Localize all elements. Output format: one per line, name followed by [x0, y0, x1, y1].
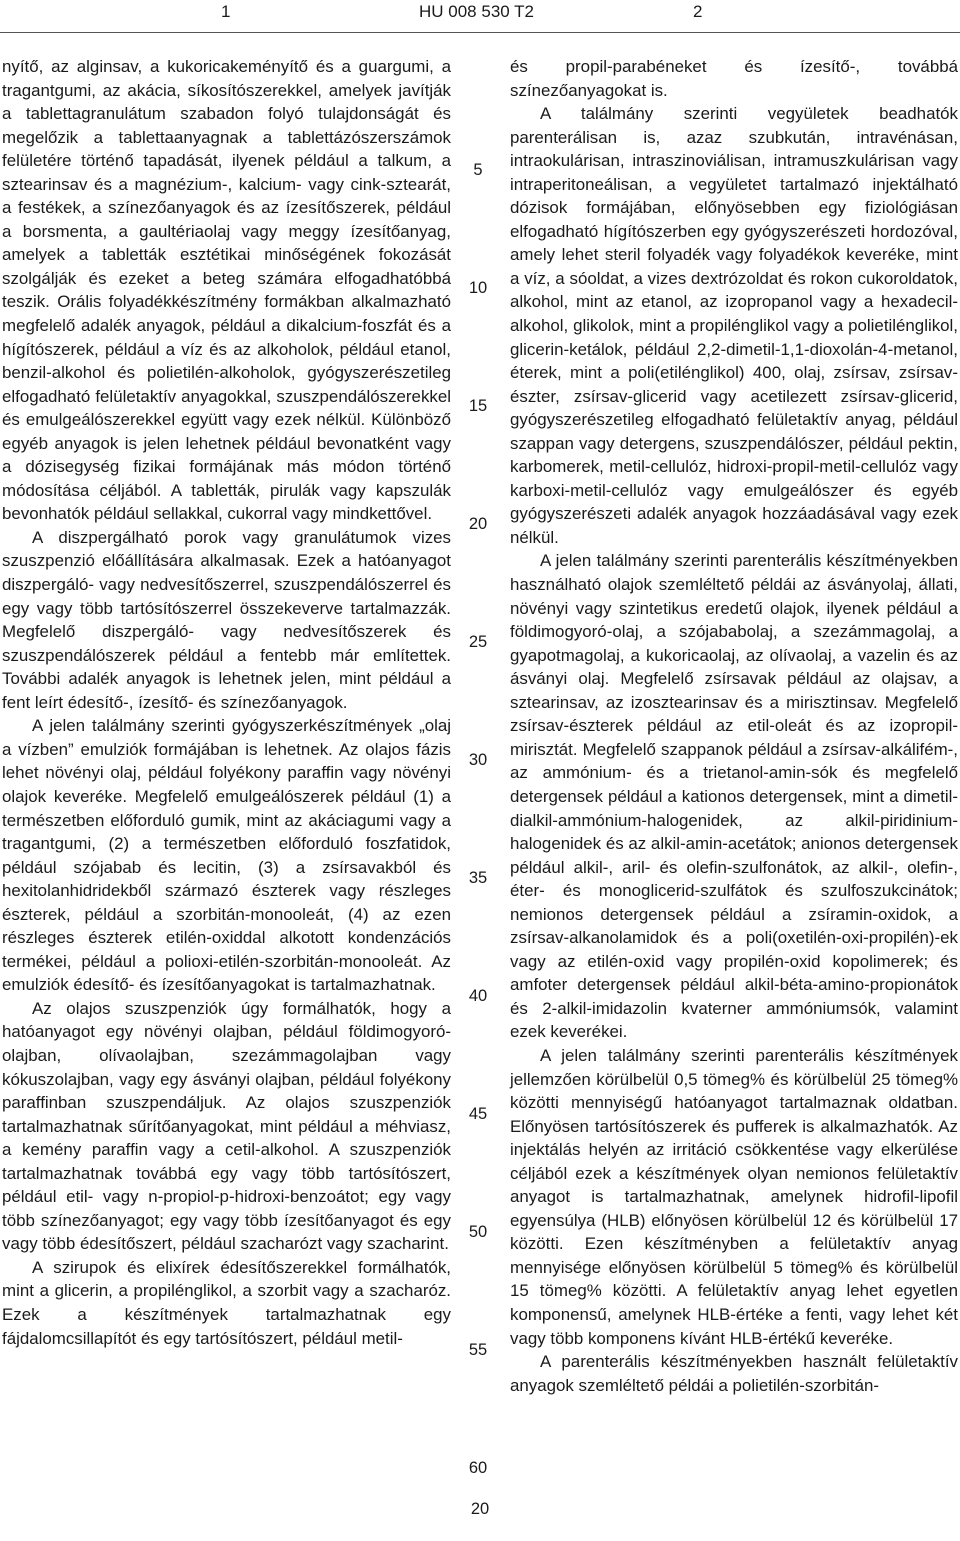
line-number: 10 — [468, 279, 488, 297]
line-number: 35 — [468, 869, 488, 887]
header-rule — [0, 32, 960, 33]
line-number: 5 — [473, 161, 483, 179]
right-text-column — [510, 55, 958, 1397]
line-number: 40 — [468, 987, 488, 1005]
line-number: 15 — [468, 397, 488, 415]
line-number: 20 — [468, 515, 488, 533]
paragraph: és propil-parabéneket és ízesítő-, továbbá színezőanyagokat is. — [510, 57, 958, 100]
page-header — [0, 0, 960, 30]
paragraph: A diszpergálható porok vagy granulátumok vizes szuszpenzió előállítására alkalmasak. Ezek a hatóanyagot diszpergáló- vagy nedvesítőszerrel, szuszpendálószerrel és egy vagy több tartósítószerrel összekeverve tartalmazzák. Megfelelő diszpergáló- vagy nedvesítőszerek és szuszpendálószerek például a fentebb már említettek. További adalék anyagok is lehetnek jelen, mint például a fent leírt édesítő-, ízesítő- és színezőanyagok. — [2, 527, 451, 712]
line-number: 25 — [468, 633, 488, 651]
right-page-number: 2 — [693, 2, 703, 21]
paragraph: A jelen találmány szerinti gyógyszerkészítmények „olaj a vízben” emulziók formájában is lehetnek. Az olajos fázis lehet növényi olaj, például folyékony paraffin vagy növényi olajok keveréke. Megfelelő emulgeálószerek például (1) a természetben előforduló gumik, mint az akáciagumi vagy a tragantgumi, (2) a természetben előforduló foszfatidok, például szójabab és lecitin, (3) a zsírsavakból és hexitolanhidridekből származó észterek vagy részleges észterek, például a szorbitán-monooleát, (4) az ezen részleges észterek etilén-oxiddal alkotott kondenzációs termékei, például a polioxi-etilén-szorbitán-monooleát. Az emulziók édesítő- és ízesítőanyagokat is tartalmazhatnak. — [2, 716, 451, 995]
footer-page-number: 20 — [470, 1500, 490, 1518]
left-text-column — [2, 55, 451, 1350]
left-page-number: 1 — [221, 2, 231, 21]
paragraph: nyítő, az alginsav, a kukoricakeményítő és a guargumi, a tragantgumi, az akácia, síkosítószerekkel, amelyek javítják a tablettagranulátum szabadon folyó tulajdonságát és megelőzik a tablettaanyagnak a tablettázószerszámok felületére történő tapadását, ilyenek például a talkum, a sztearinsav és a magnézium-, kalcium- vagy cink-sztearát, a festékek, a színezőanyagok és az ízesítőszerek, például a borsmenta, a gaultériaolaj vagy meggy ízesítőanyag, amelyek a tabletták esztétikai minőségének fokozását szolgálják és ezeket a beteg számára elfogadhatóbbá teszik. Orális folyadékkészítmény formákban alkalmazható megfelelő adalék anyagok, például a dikalcium-foszfát és a hígítószerek, például a víz és az alkoholok, például etanol, benzil-alkohol és polietilén-alkoholok, gyógyszerészetileg elfogadható felületaktív anyagokkal, szuszpendálószerekkel és emulgeálószerekkel együtt vagy ezek nélkül. Különböző egyéb anyagok is jelen lehetnek például bevonatként vagy a dózisegység fizikai formájának más módon történő módosítása céljából. A tabletták, pirulák vagy kapszulák bevonhatók például sellakkal, cukorral vagy mindkettővel. — [2, 57, 451, 524]
paragraph: A jelen találmány szerinti parenterális készítmények jellemzően körülbelül 0,5 tömeg% és körülbelül 25 tömeg% közötti mennyiségű hatóanyagot tartalmaznak oldatban. Előnyösen tartósítószerek és pufferek is alkalmazhatók. Az injektálás helyén az irritáció csökkentése vagy elkerülése céljából ezek a készítmények olyan nemionos felületaktív anyagot is tartalmazhatnak, amelynek hidrofil-lipofil egyensúlya (HLB) előnyösen körülbelül 12 és körülbelül 17 közötti. Ezen készítményben a felületaktív anyag mennyisége előnyösen körülbelül 5 tömeg% és körülbelül 15 tömeg% közötti. A felületaktív anyag lehet egyetlen komponensű, amelynek HLB-értéke a fenti, vagy lehet két vagy több komponens kívánt HLB-értékű keveréke. — [510, 1045, 958, 1348]
paragraph: A szirupok és elixírek édesítőszerekkel formálhatók, mint a glicerin, a propilénglikol, a szorbit vagy a szacharóz. Ezek a készítmények tartalmazhatnak egy fájdalomcsillapítót és egy tartósítószert, például metil- — [2, 1257, 451, 1348]
line-number: 50 — [468, 1223, 488, 1241]
line-number: 55 — [468, 1341, 488, 1359]
document-id: HU 008 530 T2 — [419, 2, 534, 21]
line-number: 30 — [468, 751, 488, 769]
line-number: 45 — [468, 1105, 488, 1123]
paragraph: Az olajos szuszpenziók úgy formálhatók, hogy a hatóanyagot egy növényi olajban, például földimogyoró-olajban, olívaolajban, szezámmagolajban vagy kókuszolajban, vagy egy ásványi olajban, például folyékony paraffinban szuszpendáljuk. Az olajos szuszpenziók tartalmazhatnak sűrítőanyagokat, mint például a méhviasz, a kemény paraffin vagy a cetil-alkohol. A szuszpenziók tartalmazhatnak továbbá egy vagy több tartósítószert, például etil- vagy n-propiol-p-hidroxi-benzoátot; egy vagy több színezőanyagot; egy vagy több ízesítőanyagot és egy vagy több édesítőszert, például szacharózt vagy szacharint. — [2, 998, 451, 1254]
paragraph: A jelen találmány szerinti parenterális készítményekben használható olajok szemléltető példái az ásványolaj, állati, növényi vagy szintetikus eredetű olajok, ilyenek például a földimogyoró-olaj, a szójababolaj, a szezámmagolaj, a gyapotmagolaj, a kukoricaolaj, az olívaolaj, a vazelin és az ásványi olaj. Megfelelő zsírsavak például az olajsav, a sztearinsav, az izosztearinsav és a mirisztinsav. Megfelelő zsírsav-észterek például az etil-oleát és az izopropil-mirisztát. Megfelelő szappanok például a zsírsav-alkálifém-, az ammónium- és a trietanol-amin-sók és megfelelő detergensek például a kationos detergensek, mint a dimetil-dialkil-ammónium-halogenidek, az alkil-piridinium-halogenidek és az alkil-amin-acetátok; anionos detergensek például alkil-, aril- és olefin-szulfonátok, az alkil-, olefin-, éter- és monoglicerid-szulfátok és szulfoszukcinátok; nemionos detergensek például a zsíramin-oxidok, a zsírsav-alkanolamidok és a poli(oxetilén-oxi-propilén)-ek vagy az etilén-oxid vagy propilén-oxid kopolimerek; és amfoter detergensek például alkil-béta-amino-propionátok és 2-alkil-imidazolin kvaterner ammóniumsók, valamint ezek keverékei. — [510, 551, 958, 1042]
line-number: 60 — [468, 1459, 488, 1477]
paragraph: A találmány szerinti vegyületek beadhatók parenterálisan is, azaz szubkután, intravénásan, intraokulárisan, intraszinoviálisan, intramuszkulárisan vagy intraperitoneálisan, a vegyületet tartalmazó injektálható dózisok formájában, előnyösebben egy fiziológiásan elfogadható hígítószerben egy gyógyszerészeti hordozóval, amely lehet steril folyadék vagy folyadékok keveréke, mint a víz, a sóoldat, a vizes dextrózoldat és rokon cukoroldatok, alkohol, mint az etanol, az izopropanol vagy a hexadecil-alkohol, glikolok, mint a propilénglikol vagy a polietilénglikol, glicerin-ketálok, például 2,2-dimetil-1,1-dioxolán-4-metanol, éterek, mint a poli(etilénglikol) 400, olaj, zsírsav, zsírsav-észter, zsírsav-glicerid vagy acetilezett zsírsav-glicerid, gyógyszerészetileg elfogadható felületaktív anyag, például szappan vagy detergens, szuszpendálószer, például pektin, karbomerek, metil-cellulóz, hidroxi-propil-metil-cellulóz vagy karboxi-metil-cellulóz vagy emulgeálószer és egyéb gyógyszerészeti adalék anyagok hozzáadásával vagy ezek nélkül. — [510, 104, 958, 547]
paragraph: A parenterális készítményekben használt felületaktív anyagok szemléltető példái a polietilén-szorbitán- — [510, 1352, 958, 1395]
